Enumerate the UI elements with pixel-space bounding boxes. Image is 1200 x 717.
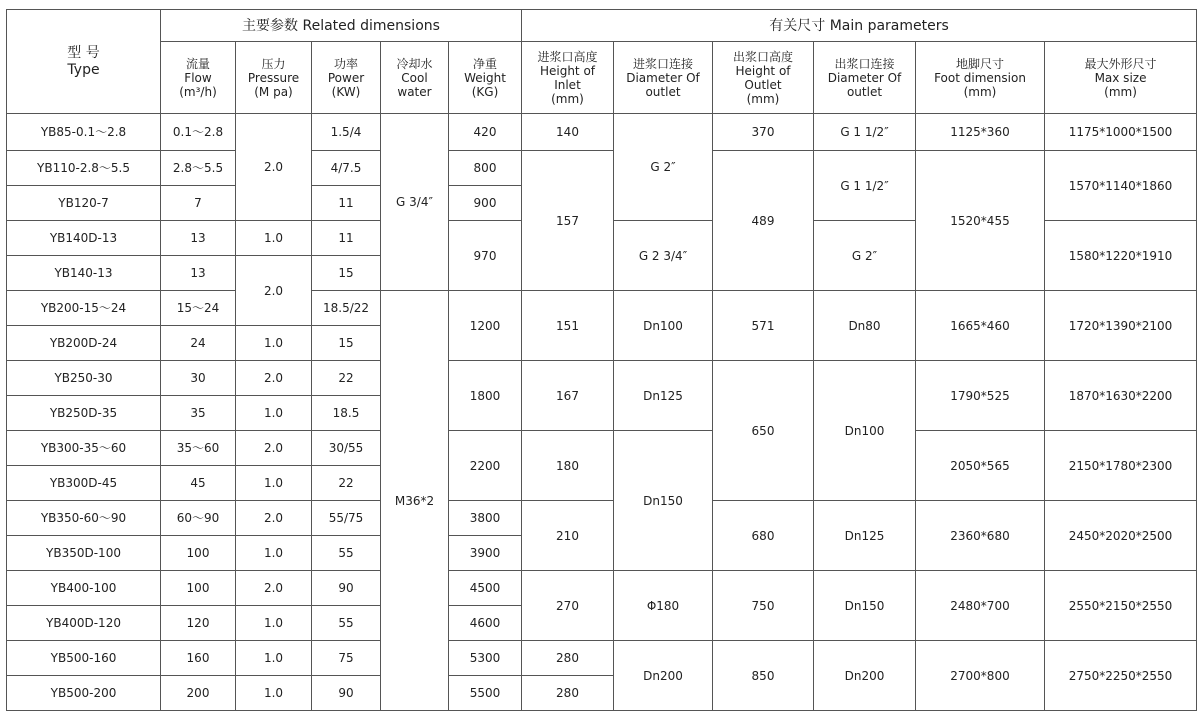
cool-water-header: 冷却水 Cool water xyxy=(381,42,449,114)
max-size-cell: 1870*1630*2200 xyxy=(1045,361,1197,431)
table-row xyxy=(7,641,1197,676)
max-size-cell: 2450*2020*2500 xyxy=(1045,501,1197,571)
max-size-cell: 2550*2150*2550 xyxy=(1045,571,1197,641)
foot-dimension-cell: 1520*455 xyxy=(916,151,1045,291)
type-cell: YB350-60～90 xyxy=(7,501,161,536)
power-cell: 4/7.5 xyxy=(312,151,381,186)
table-row xyxy=(7,571,1197,606)
outlet-diameter-cell: Dn125 xyxy=(814,501,916,571)
pressure-cell: 2.0 xyxy=(236,571,312,606)
power-cell: 22 xyxy=(312,466,381,501)
weight-cell: 2200 xyxy=(449,431,522,501)
max-size-cell: 2750*2250*2550 xyxy=(1045,641,1197,711)
inlet-height-cell: 280 xyxy=(522,676,614,711)
type-cell: YB250-30 xyxy=(7,361,161,396)
pressure-cell: 1.0 xyxy=(236,606,312,641)
inlet-height-cell: 280 xyxy=(522,641,614,676)
flow-cell: 35～60 xyxy=(161,431,236,466)
weight-cell: 3900 xyxy=(449,536,522,571)
type-cell: YB85-0.1～2.8 xyxy=(7,114,161,151)
outlet-diameter-cell: G 2″ xyxy=(814,221,916,291)
inlet-diameter-cell: Dn200 xyxy=(614,641,713,711)
table-row xyxy=(7,501,1197,536)
type-cell: YB140-13 xyxy=(7,256,161,291)
inlet-diameter-cell: Dn150 xyxy=(614,431,713,571)
pressure-cell: 2.0 xyxy=(236,361,312,396)
main-parameters-header: 有关尺寸 Main parameters xyxy=(522,10,1197,42)
flow-cell: 160 xyxy=(161,641,236,676)
weight-cell: 970 xyxy=(449,221,522,291)
type-cell: YB300-35～60 xyxy=(7,431,161,466)
power-cell: 11 xyxy=(312,186,381,221)
related-dimensions-header: 主要参数 Related dimensions xyxy=(161,10,522,42)
table-row xyxy=(7,361,1197,396)
pressure-cell: 2.0 xyxy=(236,431,312,466)
power-cell: 90 xyxy=(312,676,381,711)
power-cell: 15 xyxy=(312,256,381,291)
power-cell: 55 xyxy=(312,606,381,641)
max-size-cell: 1720*1390*2100 xyxy=(1045,291,1197,361)
outlet-diameter-cell: Dn200 xyxy=(814,641,916,711)
pressure-header: 压力 Pressure (M pa) xyxy=(236,42,312,114)
table-row xyxy=(7,114,1197,151)
type-header: 型 号 Type xyxy=(7,10,161,114)
type-cell: YB500-200 xyxy=(7,676,161,711)
power-cell: 90 xyxy=(312,571,381,606)
outlet-height-cell: 571 xyxy=(713,291,814,361)
table-row xyxy=(7,151,1197,186)
foot-dimension-cell: 2700*800 xyxy=(916,641,1045,711)
inlet-height-header: 进浆口高度 Height of Inlet (mm) xyxy=(522,42,614,114)
power-cell: 1.5/4 xyxy=(312,114,381,151)
pressure-cell: 2.0 xyxy=(236,256,312,326)
inlet-diameter-cell: Dn125 xyxy=(614,361,713,431)
type-cell: YB350D-100 xyxy=(7,536,161,571)
outlet-height-cell: 750 xyxy=(713,571,814,641)
flow-cell: 24 xyxy=(161,326,236,361)
flow-cell: 100 xyxy=(161,571,236,606)
weight-cell: 5500 xyxy=(449,676,522,711)
pressure-cell: 1.0 xyxy=(236,396,312,431)
max-size-cell: 1175*1000*1500 xyxy=(1045,114,1197,151)
type-cell: YB200D-24 xyxy=(7,326,161,361)
outlet-height-cell: 370 xyxy=(713,114,814,151)
power-cell: 75 xyxy=(312,641,381,676)
outlet-diameter-cell: Dn100 xyxy=(814,361,916,501)
flow-cell: 120 xyxy=(161,606,236,641)
foot-dimension-cell: 1790*525 xyxy=(916,361,1045,431)
type-cell: YB250D-35 xyxy=(7,396,161,431)
type-cell: YB200-15～24 xyxy=(7,291,161,326)
weight-cell: 1800 xyxy=(449,361,522,431)
power-cell: 30/55 xyxy=(312,431,381,466)
power-cell: 11 xyxy=(312,221,381,256)
max-size-cell: 1570*1140*1860 xyxy=(1045,151,1197,221)
type-cell: YB500-160 xyxy=(7,641,161,676)
power-cell: 22 xyxy=(312,361,381,396)
max-size-cell: 1580*1220*1910 xyxy=(1045,221,1197,291)
cool-water-cell: G 3/4″ xyxy=(381,114,449,291)
weight-cell: 420 xyxy=(449,114,522,151)
flow-cell: 13 xyxy=(161,221,236,256)
flow-cell: 2.8～5.5 xyxy=(161,151,236,186)
outlet-diameter-cell: G 1 1/2″ xyxy=(814,151,916,221)
pressure-cell: 1.0 xyxy=(236,221,312,256)
parameters-table xyxy=(6,9,1197,711)
inlet-height-cell: 210 xyxy=(522,501,614,571)
power-cell: 18.5 xyxy=(312,396,381,431)
flow-cell: 0.1～2.8 xyxy=(161,114,236,151)
type-cell: YB300D-45 xyxy=(7,466,161,501)
power-cell: 15 xyxy=(312,326,381,361)
max-size-header: 最大外形尺寸 Max size (mm) xyxy=(1045,42,1197,114)
outlet-diameter-cell: Dn150 xyxy=(814,571,916,641)
power-cell: 55/75 xyxy=(312,501,381,536)
outlet-diameter-cell: Dn80 xyxy=(814,291,916,361)
pressure-cell: 1.0 xyxy=(236,676,312,711)
flow-cell: 60～90 xyxy=(161,501,236,536)
power-cell: 18.5/22 xyxy=(312,291,381,326)
pressure-cell: 1.0 xyxy=(236,536,312,571)
type-cell: YB110-2.8～5.5 xyxy=(7,151,161,186)
foot-dimension-cell: 2360*680 xyxy=(916,501,1045,571)
pressure-cell: 1.0 xyxy=(236,326,312,361)
table-row xyxy=(7,431,1197,466)
outlet-height-cell: 489 xyxy=(713,151,814,291)
outlet-diameter-cell: G 1 1/2″ xyxy=(814,114,916,151)
inlet-height-cell: 180 xyxy=(522,431,614,501)
inlet-height-cell: 157 xyxy=(522,151,614,291)
foot-dimension-cell: 1125*360 xyxy=(916,114,1045,151)
outlet-height-cell: 650 xyxy=(713,361,814,501)
inlet-diameter-cell: Φ180 xyxy=(614,571,713,641)
foot-dimension-cell: 1665*460 xyxy=(916,291,1045,361)
flow-header: 流量 Flow (m³/h) xyxy=(161,42,236,114)
flow-cell: 200 xyxy=(161,676,236,711)
foot-dimension-header: 地脚尺寸 Foot dimension (mm) xyxy=(916,42,1045,114)
inlet-diameter-cell: G 2 3/4″ xyxy=(614,221,713,291)
weight-cell: 1200 xyxy=(449,291,522,361)
weight-cell: 4500 xyxy=(449,571,522,606)
max-size-cell: 2150*1780*2300 xyxy=(1045,431,1197,501)
inlet-height-cell: 270 xyxy=(522,571,614,641)
inlet-diameter-cell: Dn100 xyxy=(614,291,713,361)
flow-cell: 45 xyxy=(161,466,236,501)
inlet-height-cell: 151 xyxy=(522,291,614,361)
outlet-height-header: 出浆口高度 Height of Outlet (mm) xyxy=(713,42,814,114)
cool-water-cell: M36*2 xyxy=(381,291,449,711)
inlet-diameter-header: 进浆口连接 Diameter Of outlet xyxy=(614,42,713,114)
type-cell: YB400D-120 xyxy=(7,606,161,641)
pressure-cell: 2.0 xyxy=(236,114,312,221)
flow-cell: 13 xyxy=(161,256,236,291)
flow-cell: 15～24 xyxy=(161,291,236,326)
weight-cell: 4600 xyxy=(449,606,522,641)
flow-cell: 100 xyxy=(161,536,236,571)
flow-cell: 30 xyxy=(161,361,236,396)
power-cell: 55 xyxy=(312,536,381,571)
inlet-height-cell: 140 xyxy=(522,114,614,151)
pressure-cell: 1.0 xyxy=(236,466,312,501)
weight-cell: 800 xyxy=(449,151,522,186)
foot-dimension-cell: 2480*700 xyxy=(916,571,1045,641)
type-cell: YB140D-13 xyxy=(7,221,161,256)
weight-cell: 3800 xyxy=(449,501,522,536)
table-row xyxy=(7,291,1197,326)
power-header: 功率 Power (KW) xyxy=(312,42,381,114)
foot-dimension-cell: 2050*565 xyxy=(916,431,1045,501)
inlet-diameter-cell: G 2″ xyxy=(614,114,713,221)
pressure-cell: 2.0 xyxy=(236,501,312,536)
flow-cell: 35 xyxy=(161,396,236,431)
outlet-diameter-header: 出浆口连接 Diameter Of outlet xyxy=(814,42,916,114)
pressure-cell: 1.0 xyxy=(236,641,312,676)
weight-cell: 5300 xyxy=(449,641,522,676)
outlet-height-cell: 680 xyxy=(713,501,814,571)
type-cell: YB400-100 xyxy=(7,571,161,606)
weight-header: 净重 Weight (KG) xyxy=(449,42,522,114)
inlet-height-cell: 167 xyxy=(522,361,614,431)
outlet-height-cell: 850 xyxy=(713,641,814,711)
flow-cell: 7 xyxy=(161,186,236,221)
type-cell: YB120-7 xyxy=(7,186,161,221)
weight-cell: 900 xyxy=(449,186,522,221)
